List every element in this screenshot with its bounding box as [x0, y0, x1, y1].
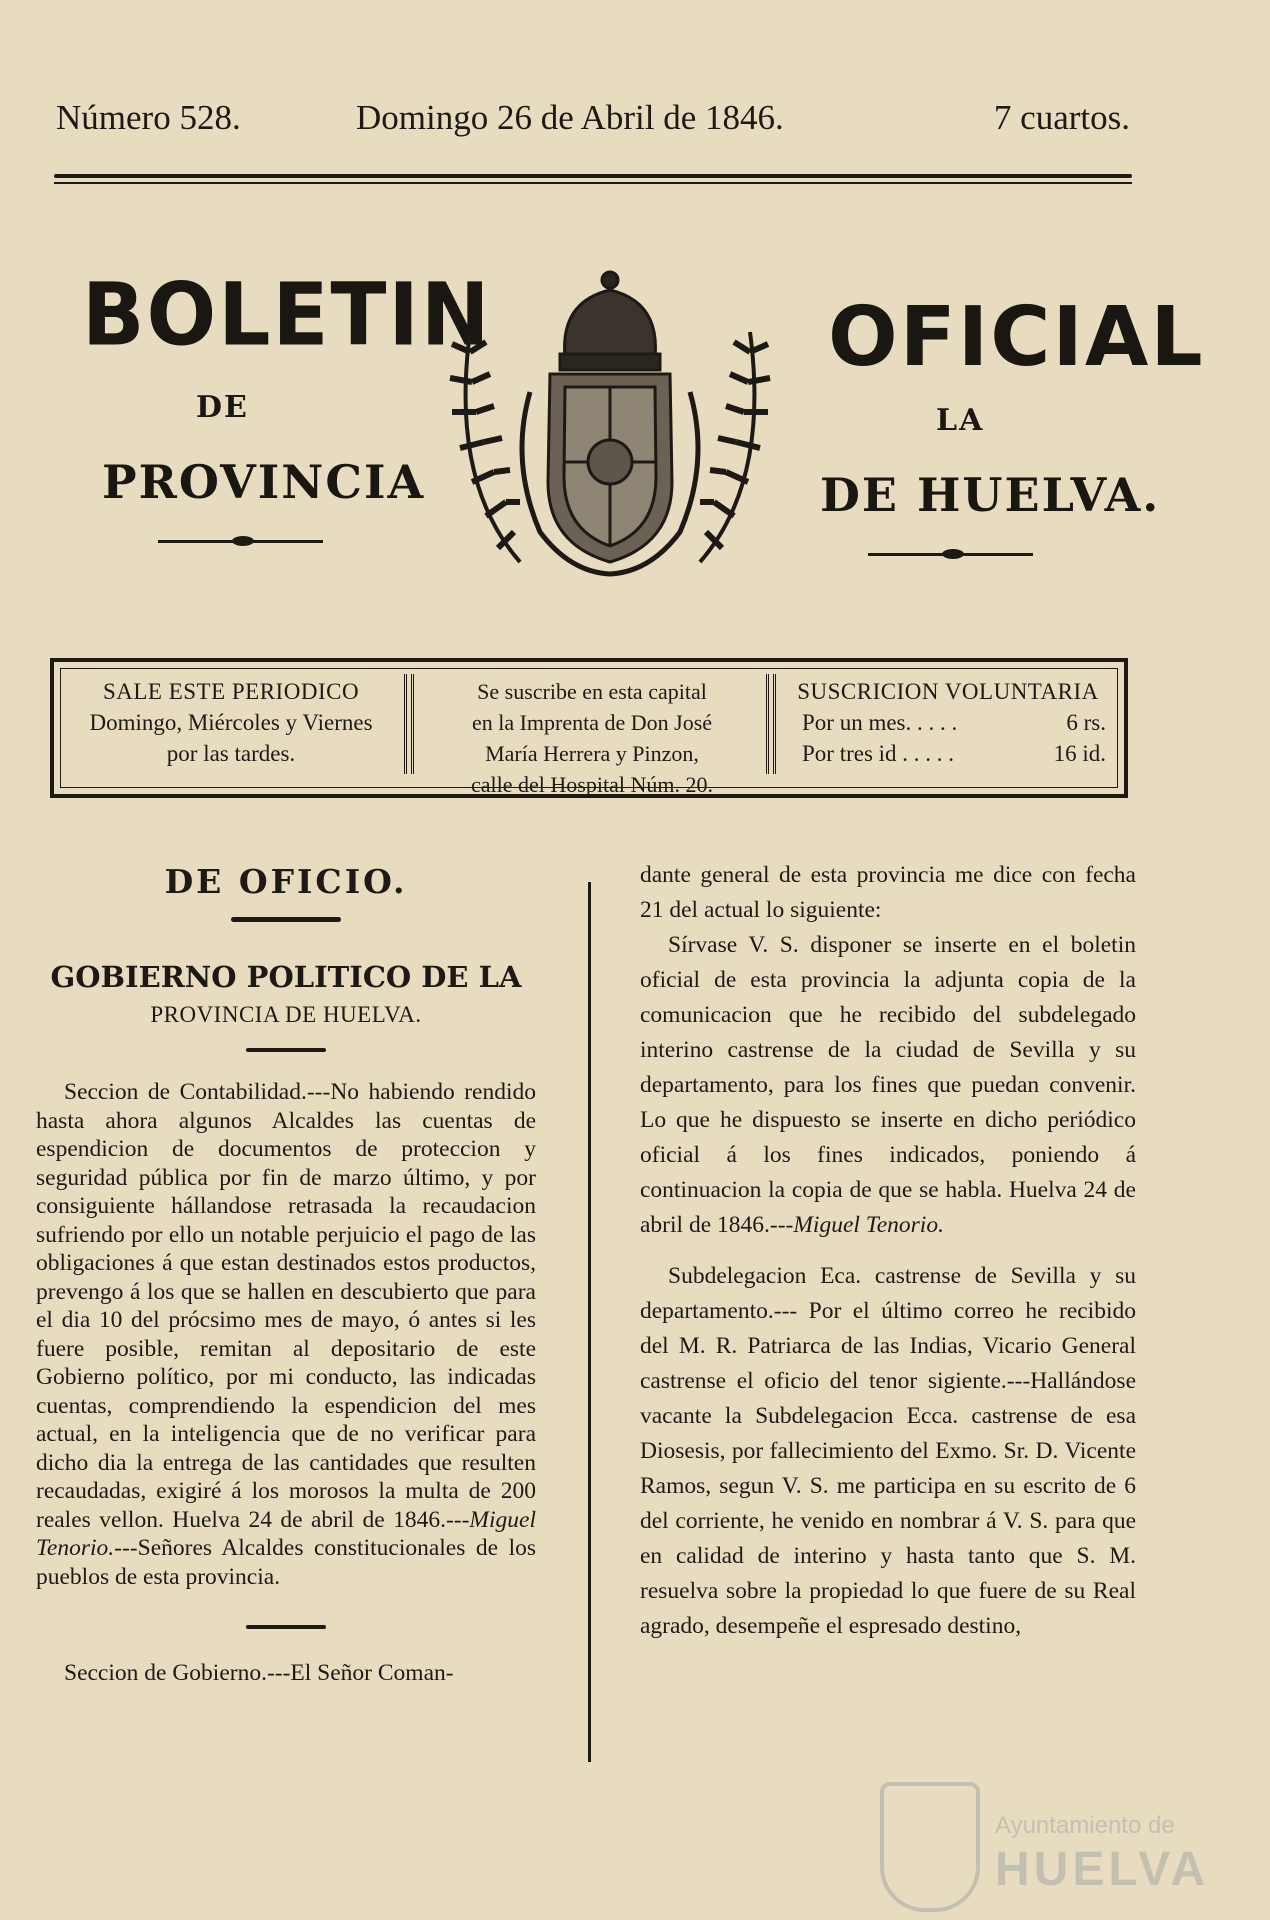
title-de-huelva: DE HUELVA. [820, 468, 1161, 522]
price-value: 6 rs. [1066, 710, 1106, 735]
box-separator [404, 674, 414, 774]
subscription-location-line: Se suscribe en esta capital [477, 679, 707, 704]
masthead [56, 98, 1130, 158]
masthead-rule-thin [54, 182, 1132, 184]
subscription-location [422, 676, 762, 800]
ornament-right [868, 553, 1033, 556]
city-shield-icon [880, 1782, 980, 1912]
subscription-location-line: en la Imprenta de Don José [471, 710, 713, 735]
column-divider [588, 882, 591, 1762]
article-paragraph: Subdelegacion Eca. castrense de Sevilla y su departamento.--- Por el último correo he recibido del M. R. Patriarca de las Indias, Vicario General castrense el oficio del tenor sigiente.---Hallándose vacante la Subdelegacion Ecca. castrense de esa Diosesis, por fallecimiento del Exmo. Sr. D. Vicente Ramos, segun V. S. me participa en su escrito de 6 del corriente, he venido en nombrar á V. S. para que en calidad de interino y hasta tanto que S. M. resuelva sobre la propiedad lo que fuere de su Real agrado, desempeñe el espresado destino, [640, 1263, 1136, 1639]
price-label: Por tres id . . . . . [802, 741, 955, 766]
price-row [778, 738, 1118, 769]
section-title: DE OFICIO. [164, 862, 408, 901]
subscription-location-line: María Herrera y Pinzon, [485, 741, 699, 766]
title-la: LA [936, 403, 985, 438]
department-title: GOBIERNO POLITICO DE LA [50, 960, 522, 994]
article-paragraph [640, 928, 1136, 1243]
ornament-left [158, 540, 323, 543]
title-boletin: BOLETIN [82, 265, 492, 366]
price-row [778, 707, 1118, 738]
article-text: Seccion de Contabilidad.---No habiendo rendido hasta ahora algunos Alcaldes las cuentas de espendicion de documentos de proteccion y seguridad pública por fin de marzo último, y por consiguiente hállandose retrasada la recaudacion sufriendo por ello un notable perjuicio el pago de las obligaciones á que estan destinados estos productos, prevengo á los que se hallen en descubierto que para el dia 10 del prócsimo mes de mayo, ó antes si les fuere posible, remitan al depositario de este Gobierno político, por mi conducto, las indicadas cuentas, comprendiendo la espendicion del mes actual, en la inteligencia que de no verificar para dicho dia la entrega de las cantidades que resulten recaudadas, exigiré á los morosos la multa de 200 reales vellon. Huelva 24 de abril de 1846.--- [36, 1079, 536, 1533]
issue-date: Domingo 26 de Abril de 1846. [356, 98, 784, 137]
box-separator [766, 674, 776, 774]
department-subtitle: PROVINCIA DE HUELVA. [150, 1002, 422, 1027]
publication-days [62, 676, 400, 769]
article-paragraph: Seccion de Gobierno.---El Señor Coman- [64, 1660, 454, 1686]
publication-days-line: Domingo, Miércoles y Viernes [89, 710, 373, 735]
article-paragraph: dante general de esta provincia me dice con fecha 21 del actual lo siguiente: [640, 862, 1136, 923]
title-oficial: OFICIAL [828, 290, 1205, 385]
subscription-location-line: calle del Hospital Núm. 20. [471, 772, 713, 797]
subscription-prices-head: SUSCRICION VOLUNTARIA [797, 679, 1099, 704]
subscription-box [50, 658, 1128, 798]
title-provincia: PROVINCIA [102, 455, 426, 509]
article-text: Sírvase V. S. disponer se inserte en el boletin oficial de esta provincia la adjunta copia de la comunicacion que he recibido del subdelegado interino castrense de la ciudad de Sevilla y su departamento, para los fines que puedan convenir. Lo que he dispuesto se inserte en dicho periódico oficial á los fines indicados, poniendo á continuacion la copia de que se habla. Huelva 24 de abril de 1846.--- [640, 932, 1136, 1238]
coat-of-arms-icon [410, 262, 810, 582]
section-rule [231, 917, 341, 922]
right-column [640, 858, 1136, 1644]
left-column [36, 856, 536, 1688]
signature: Miguel Tenorio. [793, 1212, 944, 1238]
title-de: DE [196, 390, 249, 425]
article-text: ---Señores Alcaldes constitucionales de los pueblos de esta provincia. [36, 1535, 536, 1590]
signature: Miguel Tenorio. [36, 1506, 536, 1561]
publication-days-head: SALE ESTE PERIODICO [102, 679, 360, 704]
issue-number: Número 528. [56, 98, 241, 137]
subscription-prices [778, 676, 1118, 769]
watermark [880, 1812, 1210, 1920]
watermark-line2: HUELVA [995, 1843, 1210, 1896]
price-label: Por un mes. . . . . [802, 710, 958, 735]
price-value: 16 id. [1053, 741, 1106, 766]
issue-price: 7 cuartos. [993, 98, 1130, 137]
article-paragraph [36, 1078, 536, 1591]
watermark-line1: Ayuntamiento de [995, 1812, 1175, 1839]
publication-days-line: por las tardes. [166, 741, 296, 766]
article-rule [246, 1625, 326, 1629]
masthead-rule [54, 174, 1132, 178]
department-rule [246, 1048, 326, 1052]
